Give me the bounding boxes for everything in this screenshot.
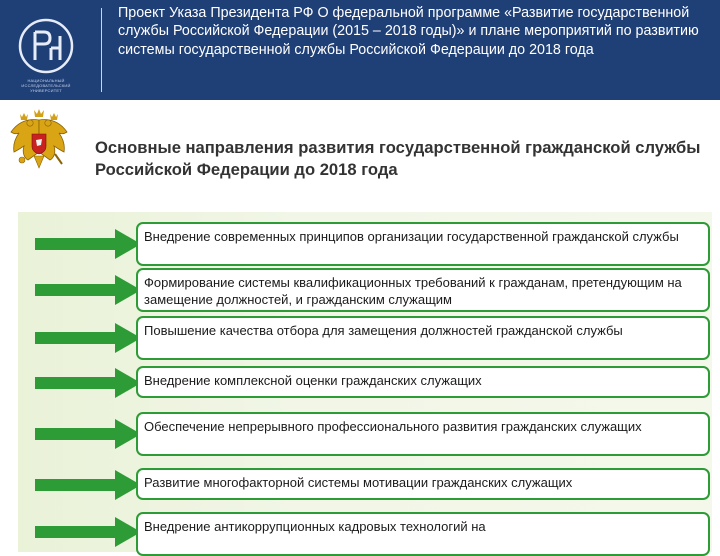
hse-logo-icon <box>11 14 81 84</box>
logo-caption: НАЦИОНАЛЬНЫЙ ИССЛЕДОВАТЕЛЬСКИЙ УНИВЕРСИТЕТ <box>21 78 71 93</box>
direction-item: Обеспечение непрерывного профессионального развития гражданских служащих <box>136 412 710 456</box>
section-heading: Основные направления развития государственной гражданской службы Российской Федерации до 2018 года <box>95 138 701 179</box>
direction-item: Повышение качества отбора для замещения должностей гражданской службы <box>136 316 710 360</box>
russian-coat-of-arms-icon <box>8 108 70 172</box>
arrow-right-icon <box>35 368 143 398</box>
arrow-right-icon <box>35 275 143 305</box>
header-divider <box>101 8 102 92</box>
direction-item: Внедрение комплексной оценки гражданских служащих <box>136 366 710 398</box>
header-bar <box>0 0 720 100</box>
slide-title: Проект Указа Президента РФ О федеральной программе «Развитие государственной службы Российской Федерации (2015 – 2018 годы)» и плане мероприятий по развитию системы государственной службы Российской Федерации до 2018 года <box>118 5 699 58</box>
arrow-right-icon <box>35 323 143 353</box>
directions-panel <box>18 212 712 552</box>
direction-item: Внедрение современных принципов организации государственной гражданской службы <box>136 222 710 266</box>
direction-item: Внедрение антикоррупционных кадровых технологий на <box>136 512 710 556</box>
direction-item: Развитие многофакторной системы мотивации гражданских служащих <box>136 468 710 500</box>
arrow-right-icon <box>35 470 143 500</box>
direction-item: Формирование системы квалификационных требований к гражданам, претендующим на замещение должностей, и гражданским служащим <box>136 268 710 312</box>
arrow-right-icon <box>35 229 143 259</box>
arrow-right-icon <box>35 419 143 449</box>
arrow-right-icon <box>35 517 143 547</box>
